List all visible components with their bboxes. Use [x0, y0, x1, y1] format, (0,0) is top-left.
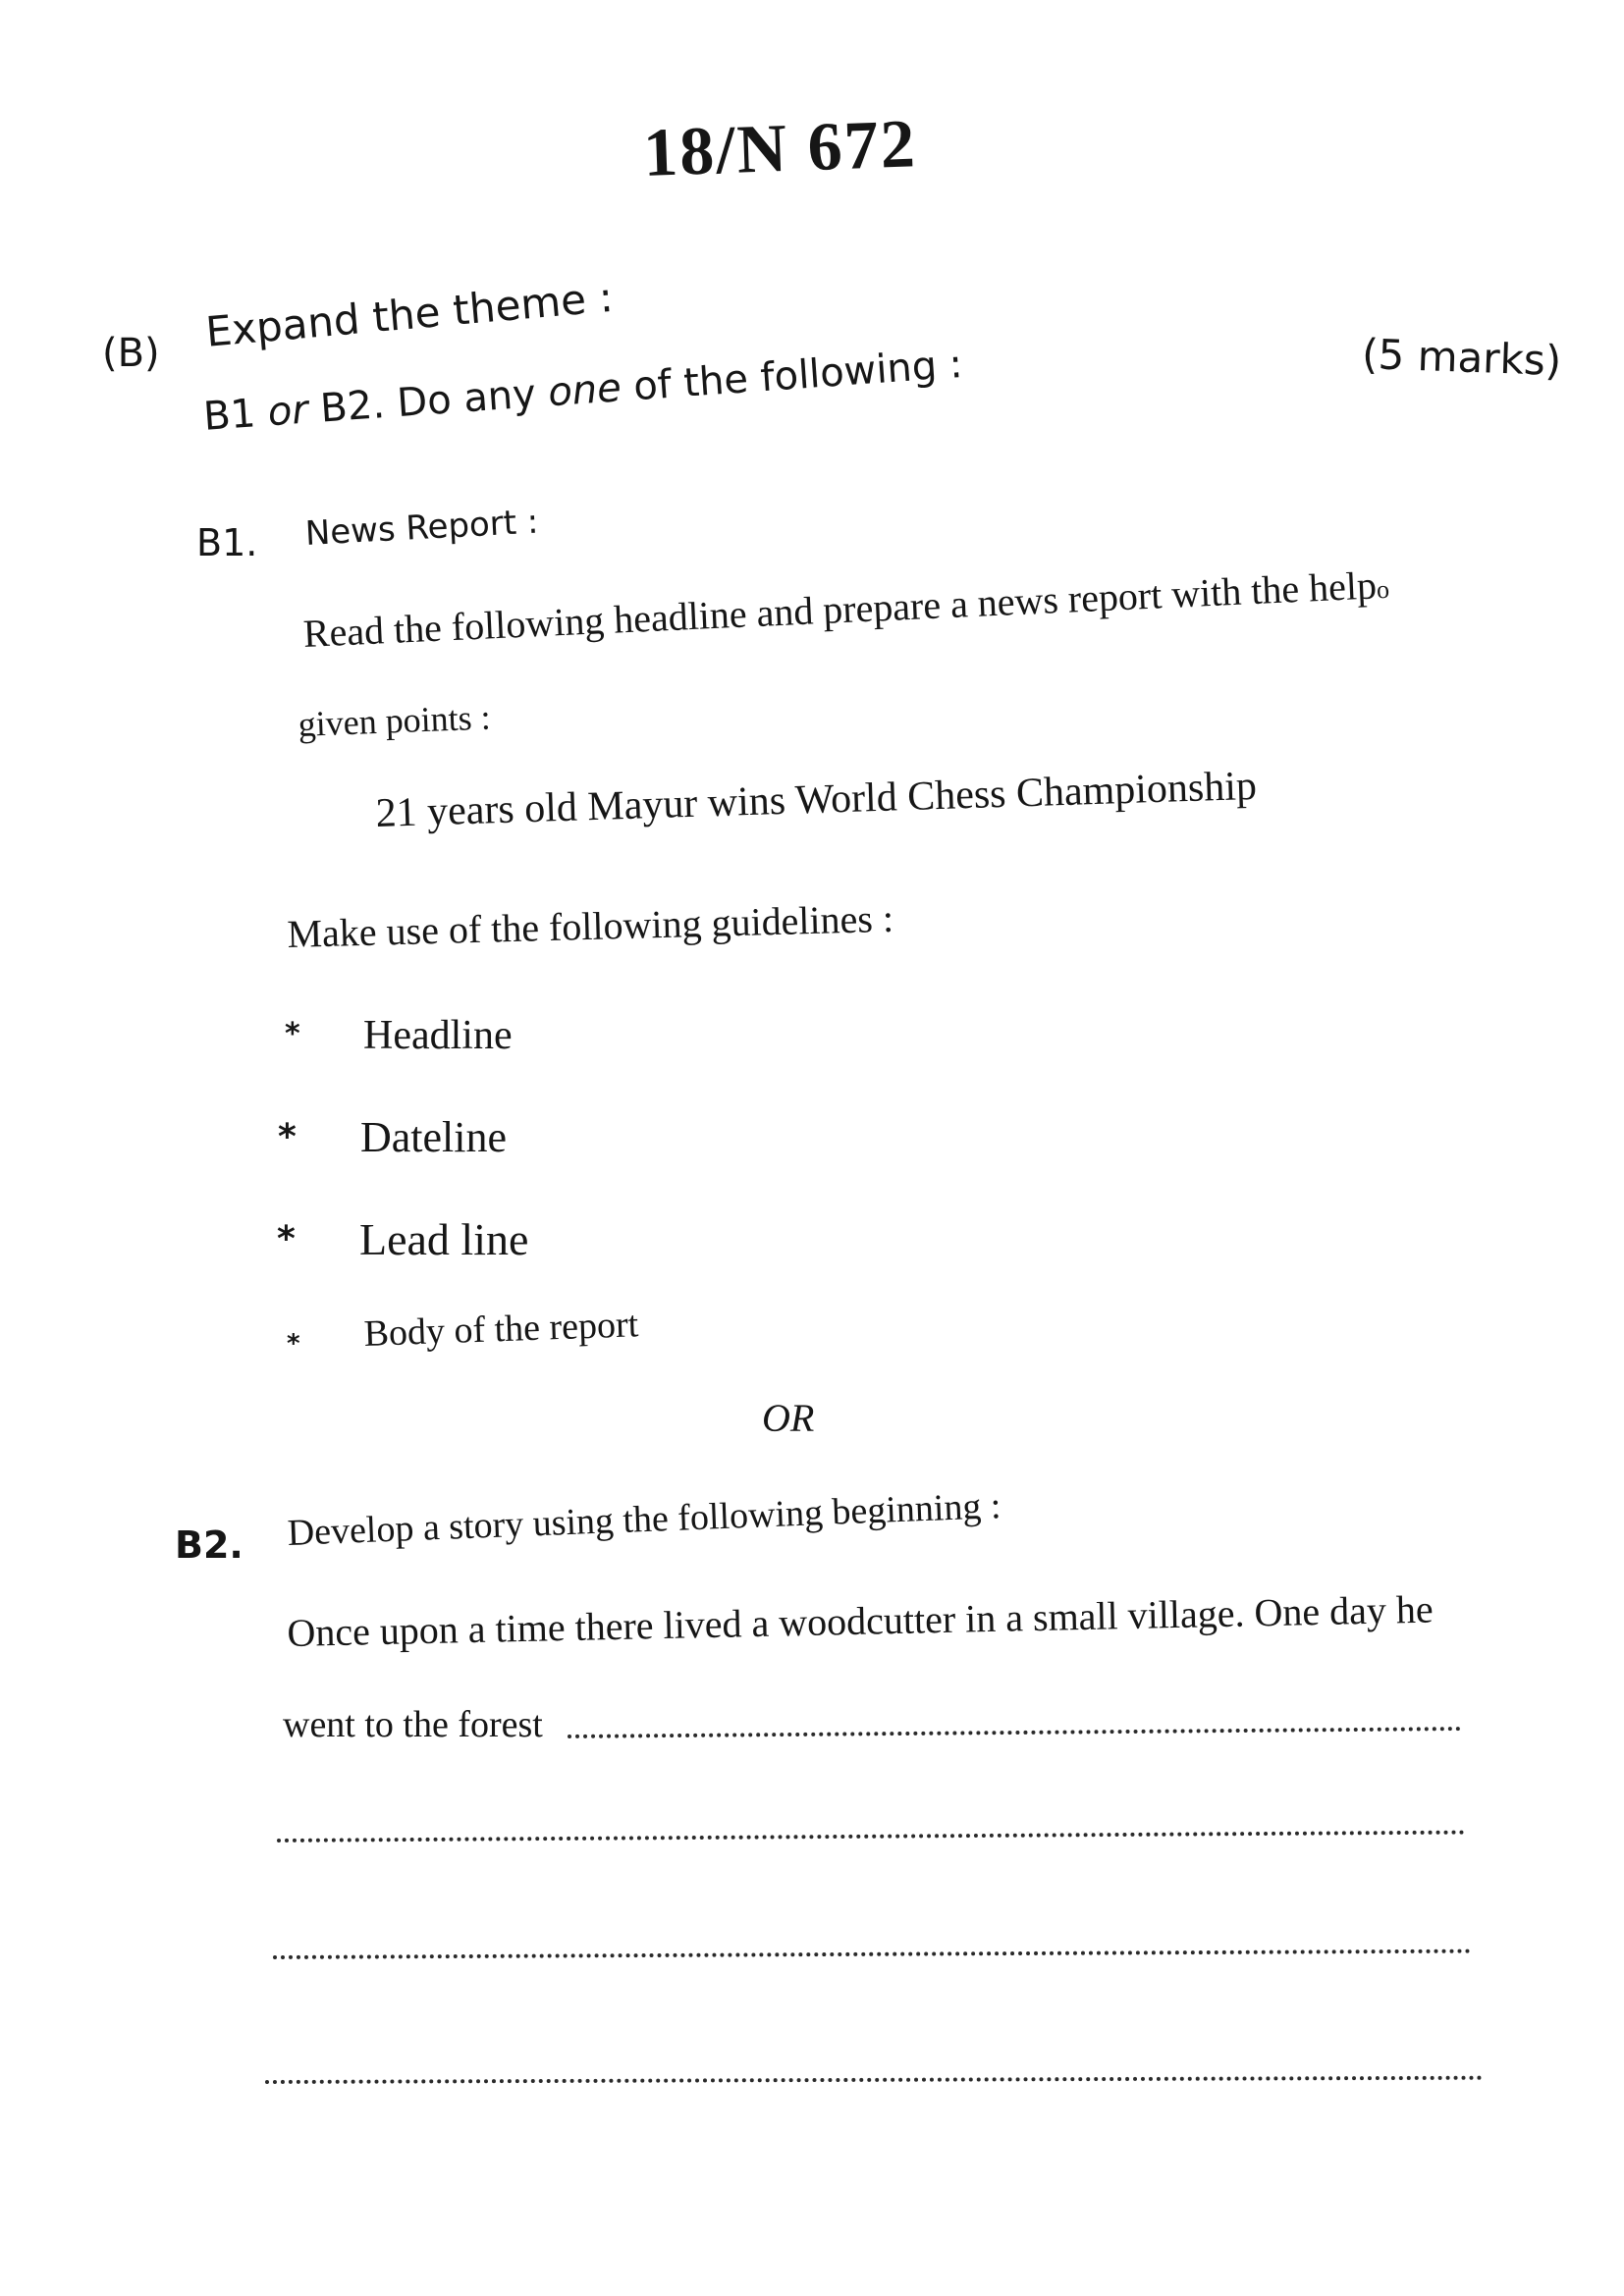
choice-instruction [201, 341, 964, 440]
bullet-star-icon: * [287, 1329, 300, 1359]
b1-instruction-line1 [301, 562, 1390, 656]
b1-label: B1. [196, 521, 258, 564]
b1-title: News Report : [303, 502, 540, 554]
choice-mid: B2. Do any [318, 371, 538, 432]
bullet-star-icon: * [278, 1117, 297, 1157]
choice-one: one [546, 365, 623, 416]
choice-suffix: of the following : [631, 341, 964, 410]
bullet-star-icon: * [285, 1017, 300, 1051]
section-title: Expand the theme : [203, 272, 616, 356]
guideline-text: Lead line [359, 1214, 529, 1264]
choice-prefix: B1 [201, 391, 257, 440]
guideline-text: Headline [363, 1013, 513, 1058]
marks-label: (5 marks) [1361, 330, 1562, 386]
bullet-star-icon: * [277, 1219, 296, 1259]
b1-instruction-tail: o [1376, 574, 1390, 605]
guideline-text: Body of the report [362, 1304, 639, 1355]
answer-dotted-line [277, 1831, 1465, 1842]
b2-label: B2. [175, 1523, 244, 1567]
story-line2: went to the forest [283, 1704, 543, 1745]
answer-dotted-line [265, 2076, 1483, 2084]
b1-instruction-line2: given points : [297, 697, 492, 744]
section-label: (B) [102, 331, 160, 376]
story-line1: Once upon a time there lived a woodcutter in a small village. One day he [286, 1586, 1435, 1655]
answer-dotted-line [568, 1727, 1461, 1738]
news-headline: 21 years old Mayur wins World Chess Championship [374, 763, 1258, 836]
b1-instruction-text: Read the following headline and prepare a news report with the help [301, 562, 1378, 656]
b2-title: Develop a story using the following beginning : [286, 1485, 1002, 1554]
paper-code: 18/N 672 [641, 106, 918, 191]
answer-dotted-line [273, 1949, 1471, 1959]
choice-or: or [266, 387, 310, 436]
guideline-text: Dateline [360, 1113, 508, 1161]
guidelines-title: Make use of the following guidelines : [286, 895, 894, 956]
or-divider: OR [762, 1396, 815, 1440]
